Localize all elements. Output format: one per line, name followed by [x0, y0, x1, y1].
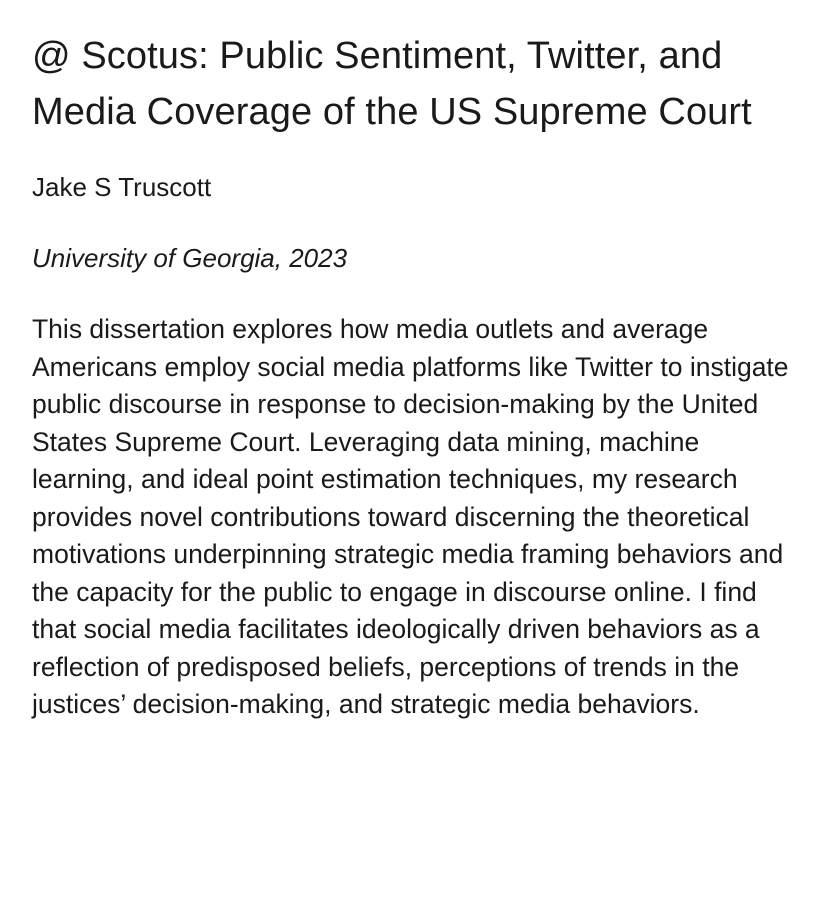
author-name: Jake S Truscott — [32, 172, 212, 202]
abstract-paragraph: This dissertation explores how media outlets and average Americans employ social media platforms like Twitter to instigate public discourse in response to decision-making by the United States Supreme Court. Leveraging data mining, machine learning, and ideal point estimation techniques, my research provides novel contributions toward discerning the theoretical motivations underpinning strategic media framing behaviors and the capacity for the public to engage in discourse online. I find that social media facilitates ideologically driven behaviors as a reflection of predisposed beliefs, perceptions of trends in the justices’ decision-making, and strategic media behaviors. — [32, 314, 789, 719]
dissertation-title: @ Scotus: Public Sentiment, Twitter, and Media Coverage of the US Supreme Court — [32, 35, 752, 133]
affiliation-year: University of Georgia, 2023 — [32, 243, 348, 273]
